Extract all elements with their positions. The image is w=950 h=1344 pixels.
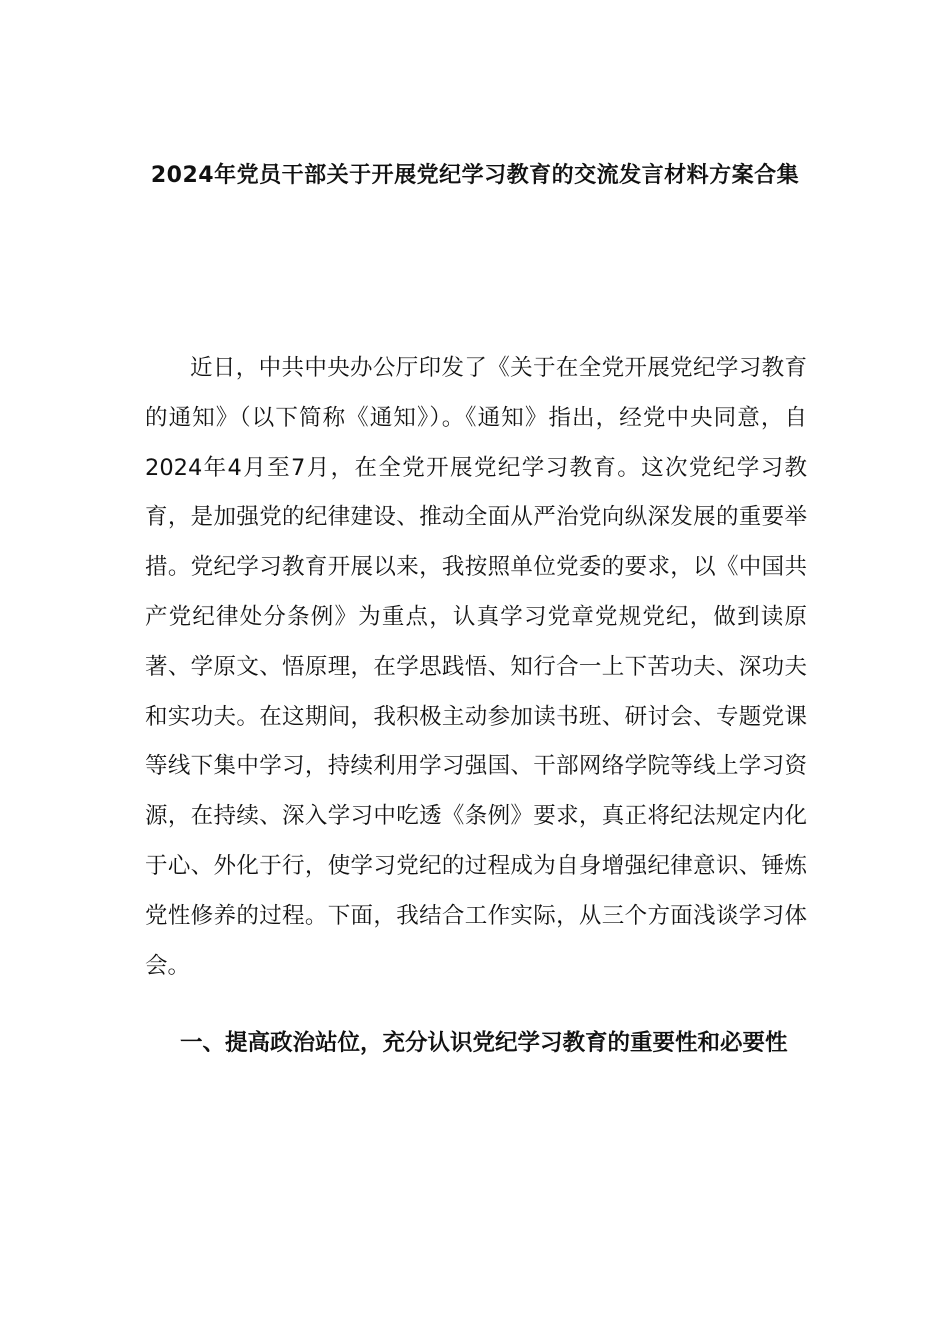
intro-paragraph: 近日，中共中央办公厅印发了《关于在全党开展党纪学习教育的通知》（以下简称《通知》）。《通知》指出，经党中央同意，自2024年4月至7月，在全党开展党纪学习教育。这次党纪学习教育，是加强党的纪律建设、推动全面从严治党向纵深发展的重要举措。党纪学习教育开展以来，我按照单位党委的要求，以《中国共产党纪律处分条例》为重点，认真学习党章党规党纪，做到读原著、学原文、悟原理，在学思践悟、知行合一上下苦功夫、深功夫和实功夫。在这期间，我积极主动参加读书班、研讨会、专题党课等线下集中学习，持续利用学习强国、干部网络学院等线上学习资源，在持续、深入学习中吃透《条例》要求，真正将纪法规定内化于心、外化于行，使学习党纪的过程成为自身增强纪律意识、锤炼党性修养的过程。下面，我结合工作实际，从三个方面浅谈学习体会。 [145,355,807,979]
document-title: 2024年党员干部关于开展党纪学习教育的交流发言材料方案合集 [150,163,800,188]
section-heading-1: 一、提高政治站位，充分认识党纪学习教育的重要性和必要性 [180,1030,788,1056]
